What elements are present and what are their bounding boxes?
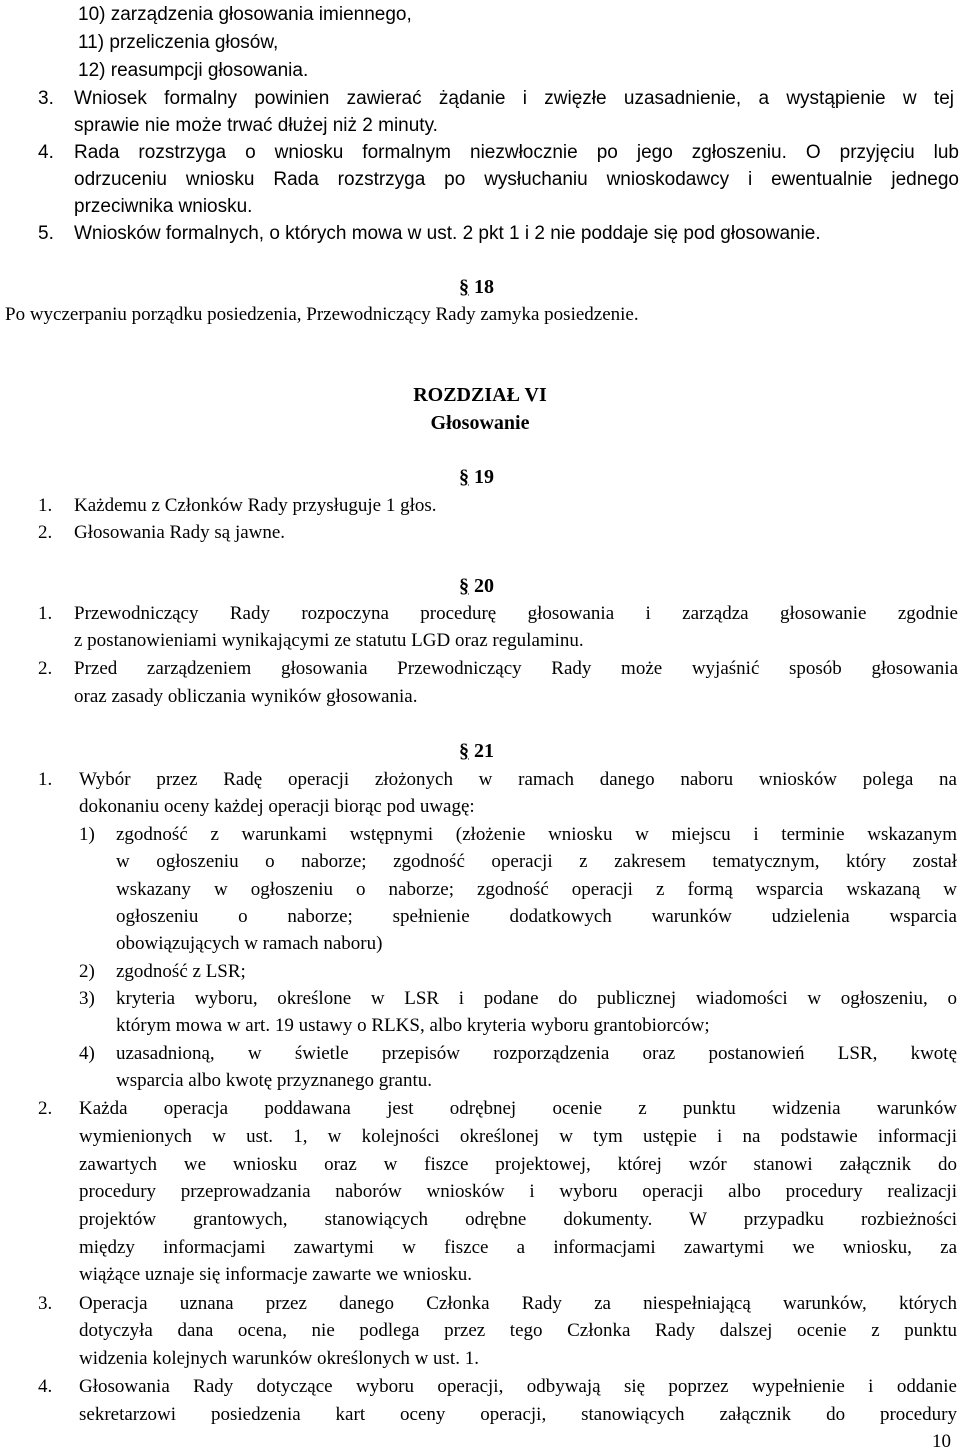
paragraph-line: Przed zarządzeniem głosowania Przewodniczący Rady może wyjaśnić sposób głosowania [74,658,958,679]
paragraph-line: Wniosek formalny powinien zawierać żądanie i zwięzłe uzasadnienie, a wystąpienie w tej [74,88,954,109]
paragraph-line: kryteria wyboru, określone w LSR i podane do publicznej wiadomości w ogłoszeniu, o [116,988,957,1009]
paragraph-line: sekretarzowi posiedzenia kart oceny operacji, stanowiących załącznik do procedury [79,1404,957,1425]
paragraph-number: 3. [38,1293,53,1314]
paragraph-line: Rada rozstrzyga o wniosku formalnym niezwłocznie po jego zgłoszeniu. O przyjęciu lub [74,142,959,163]
paragraph-line: Wniosków formalnych, o których mowa w ust. 2 pkt 1 i 2 nie poddaje się pod głosowanie. [74,223,821,244]
section-heading-18 [459,277,494,297]
paragraph-line: z postanowieniami wynikającymi ze statutu LGD oraz regulaminu. [74,630,584,651]
section-heading-21 [459,741,494,761]
paragraph-number: 2. [38,658,53,679]
paragraph-line: zgodność z LSR; [116,961,246,982]
section-heading-19 [459,467,494,487]
paragraph-line: dotyczyła dana ocena, nie podlega przez tego Członka Rady dalszej ocenie z punktu [79,1320,957,1341]
list-item: 11) przeliczenia głosów, [78,32,279,53]
paragraph-line: zgodność z warunkami wstępnymi (złożenie wniosku w miejscu i terminie wskazanym [116,824,957,845]
paragraph-line: procedury przeprowadzania naborów wniosków i wyboru operacji albo procedury realizacji [79,1181,957,1202]
section-number: 18 [474,276,494,298]
paragraph-line: Operacja uznana przez danego Członka Rady za niespełniającą warunków, których [79,1293,957,1314]
paragraph-line: Po wyczerpaniu porządku posiedzenia, Przewodniczący Rady zamyka posiedzenie. [5,304,639,325]
paragraph-line: obowiązujących w ramach naboru) [116,933,383,954]
section-sign: § [459,276,469,298]
paragraph-line: Głosowania Rady dotyczące wyboru operacji, odbywają się poprzez wypełnienie i oddanie [79,1376,957,1397]
paragraph-number: 2. [38,522,53,543]
paragraph-line: Każdemu z Członków Rady przysługuje 1 głos. [74,495,437,516]
section-sign: § [459,740,469,762]
paragraph-number: 5. [38,223,54,244]
paragraph-line: Przewodniczący Rady rozpoczyna procedurę głosowania i zarządza głosowanie zgodnie [74,603,958,624]
paragraph-line: Głosowania Rady są jawne. [74,522,286,543]
chapter-title: ROZDZIAŁ VI [413,384,547,406]
paragraph-line: którym mowa w art. 19 ustawy o RLKS, albo kryteria wyboru grantobiorców; [116,1015,710,1036]
section-sign: § [459,575,469,597]
section-number: 20 [474,575,494,597]
paragraph-number: 4. [38,1376,53,1397]
paragraph-line: uzasadnioną, w świetle przepisów rozporządzenia oraz postanowień LSR, kwotę [116,1043,957,1064]
paragraph-number: 4. [38,142,54,163]
paragraph-line: dokonaniu oceny każdej operacji biorąc pod uwagę: [79,796,475,817]
paragraph-line: wiążące uznaje się informacje zawarte we wniosku. [79,1264,472,1285]
page-number: 10 [932,1431,951,1452]
paragraph-line: wsparcia albo kwotę przyznanego grantu. [116,1070,433,1091]
paragraph-number: 1. [38,769,53,790]
paragraph-number: 1. [38,603,53,624]
section-heading-20 [459,576,494,596]
paragraph-line: wymienionych w ust. 1, w kolejności określonej w tym ustępie i na podstawie informacji [79,1126,957,1147]
section-number: 19 [474,466,494,488]
paragraph-line: przeciwnika wniosku. [74,196,253,217]
paragraph-number: 2. [38,1098,53,1119]
paragraph-line: Każda operacja poddawana jest odrębnej ocenie z punktu widzenia warunków [79,1098,957,1119]
paragraph-line: między informacjami zawartymi w fiszce a informacjami zawartymi we wniosku, za [79,1237,957,1258]
paragraph-line: sprawie nie może trwać dłużej niż 2 minuty. [74,115,438,136]
paragraph-line: w ogłoszeniu o naborze; zgodność operacji z zakresem tematycznym, który został [116,851,957,872]
section-sign: § [459,466,469,488]
list-number: 3) [79,988,95,1009]
paragraph-line: Wybór przez Radę operacji złożonych w ramach danego naboru wniosków polega na [79,769,957,790]
paragraph-line: ogłoszeniu o naborze; spełnienie dodatkowych warunków udzielenia wsparcia [116,906,957,927]
list-number: 1) [79,824,95,845]
list-item: 10) zarządzenia głosowania imiennego, [78,4,412,25]
paragraph-line: projektów grantowych, stanowiących odrębne dokumenty. W przypadku rozbieżności [79,1209,957,1230]
paragraph-number: 3. [38,88,54,109]
paragraph-number: 1. [38,495,53,516]
list-number: 2) [79,961,95,982]
list-item: 12) reasumpcji głosowania. [78,60,309,81]
chapter-subtitle: Głosowanie [430,412,530,434]
list-number: 4) [79,1043,95,1064]
paragraph-line: zawartych we wniosku oraz w fiszce projektowej, której wzór stanowi załącznik do [79,1154,957,1175]
paragraph-line: odrzuceniu wniosku Rada rozstrzyga po wysłuchaniu wnioskodawcy i ewentualnie jednego [74,169,959,190]
paragraph-line: widzenia kolejnych warunków określonych w ust. 1. [79,1348,479,1369]
paragraph-line: oraz zasady obliczania wyników głosowania. [74,686,418,707]
paragraph-line: wskazany w ogłoszeniu o naborze; zgodność operacji z formą wsparcia wskazaną w [116,879,957,900]
section-number: 21 [474,740,494,762]
